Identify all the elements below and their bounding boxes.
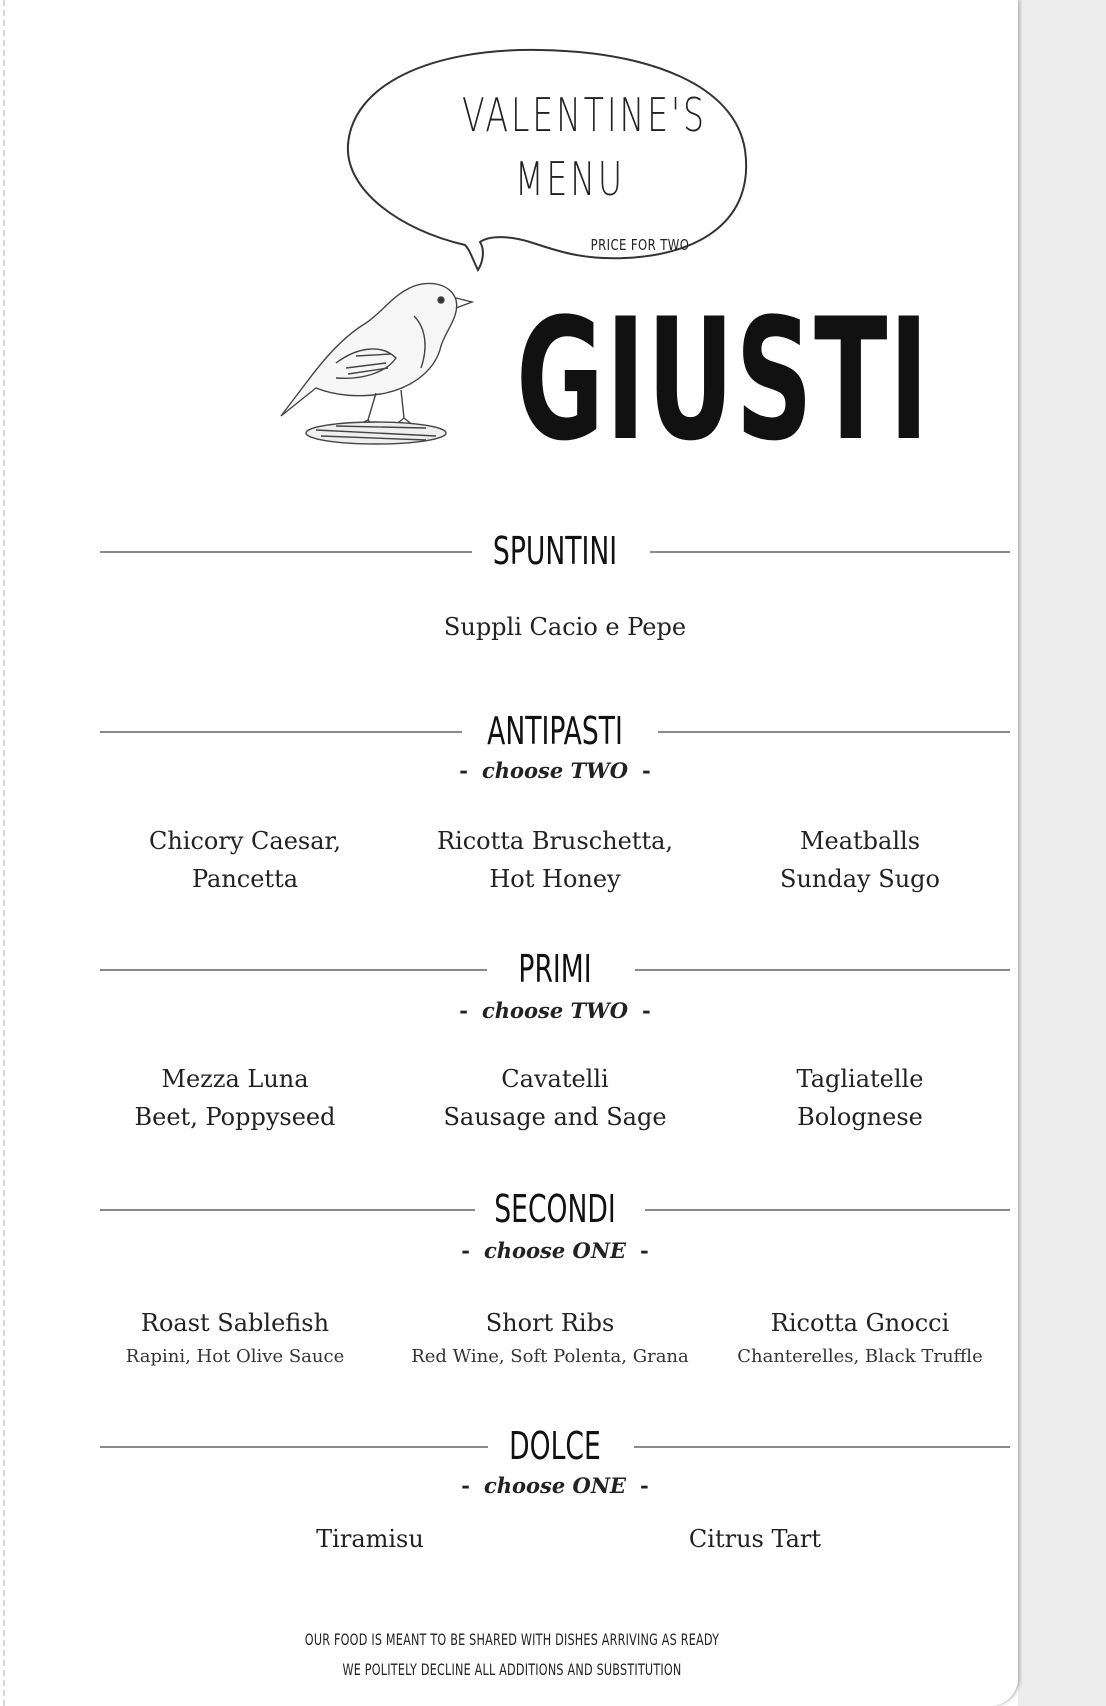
divider-line-right xyxy=(658,731,1010,733)
section-title: PRIMI xyxy=(518,947,592,991)
menu-item: Citrus Tart xyxy=(688,1525,822,1553)
section-antipasti xyxy=(100,706,1010,906)
divider-line-right xyxy=(650,551,1010,553)
bubble-title-line1: VALENTINE'S xyxy=(462,88,707,142)
menu-item: Ricotta Bruschetta, Hot Honey xyxy=(436,827,674,893)
section-header xyxy=(100,526,1010,576)
menu-item: Ricotta Gnocci Chanterelles, Black Truffle xyxy=(737,1309,983,1367)
section-title: DOLCE xyxy=(509,1424,601,1468)
menu-item: Suppli Cacio e Pepe xyxy=(443,613,687,641)
menu-item: Roast Sablefish Rapini, Hot Olive Sauce xyxy=(125,1309,345,1367)
section-title: ANTIPASTI xyxy=(487,709,623,753)
menu-item: Chicory Caesar, Pancetta xyxy=(148,827,341,893)
restaurant-brand-name: GIUSTI xyxy=(516,282,931,478)
section-title: SECONDI xyxy=(494,1187,616,1231)
sparrow-bird-icon xyxy=(276,268,486,453)
choose-instruction: - choose ONE - xyxy=(461,1473,649,1498)
choose-instruction: - choose TWO - xyxy=(459,998,651,1023)
section-primi xyxy=(100,944,1010,1144)
page-edge-left xyxy=(3,0,5,1706)
divider-line-right xyxy=(635,969,1010,971)
section-header xyxy=(100,1421,1010,1471)
section-header xyxy=(100,706,1010,756)
divider-line-right xyxy=(634,1446,1010,1448)
menu-item: Tiramisu xyxy=(316,1525,424,1553)
footer-note-line2: WE POLITELY DECLINE ALL ADDITIONS AND SUBSTITUTION xyxy=(342,1660,682,1679)
section-secondi xyxy=(100,1184,1010,1384)
divider-line-right xyxy=(645,1209,1010,1211)
section-dolce xyxy=(100,1421,1010,1561)
menu-item: Tagliatelle Bolognese xyxy=(796,1065,924,1131)
section-header xyxy=(100,1184,1010,1234)
section-title: SPUNTINI xyxy=(492,529,618,573)
choose-instruction: - choose ONE - xyxy=(461,1238,649,1263)
menu-item: Meatballs Sunday Sugo xyxy=(780,827,940,893)
section-header xyxy=(100,944,1010,994)
bubble-title-line2: MENU xyxy=(514,152,626,206)
section-spuntini xyxy=(100,526,1010,646)
price-for-two-label: PRICE FOR TWO xyxy=(590,236,690,254)
page-background-right xyxy=(1018,0,1106,1706)
menu-item: Short Ribs Red Wine, Soft Polenta, Grana xyxy=(411,1309,689,1367)
menu-item: Mezza Luna Beet, Poppyseed xyxy=(134,1065,336,1131)
menu-item: Cavatelli Sausage and Sage xyxy=(443,1065,667,1131)
choose-instruction: - choose TWO - xyxy=(459,758,651,783)
footer-note-line1: OUR FOOD IS MEANT TO BE SHARED WITH DISHES ARRIVING AS READY xyxy=(304,1630,720,1649)
